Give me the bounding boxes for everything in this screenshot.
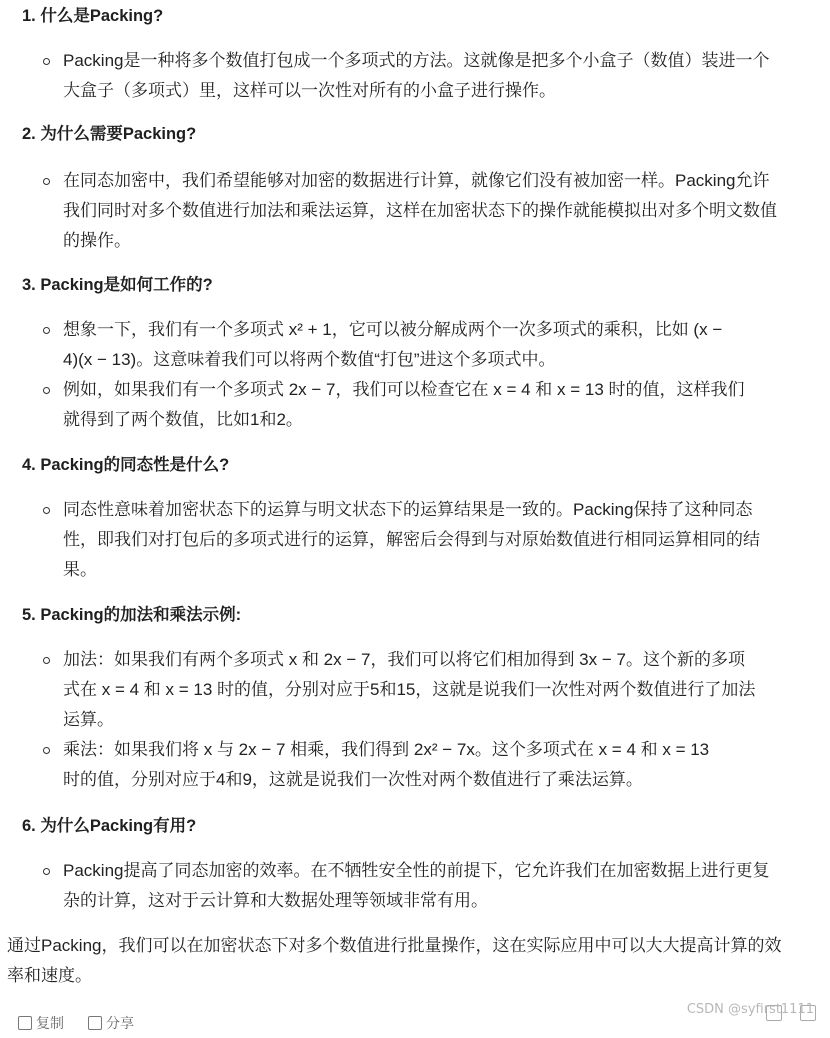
- list-item: 乘法：如果我们将 x 与 2x − 7 相乘，我们得到 2x² − 7x。这个多项式在 x = 4 和 x = 13 时的值，分别对应于4和9，这就是说我们一次性对两个数值进行了乘法运算。: [63, 735, 815, 795]
- summary-paragraph: 通过Packing，我们可以在加密状态下对多个数值进行批量操作，这在实际应用中可以大大提高计算的效 率和速度。: [7, 936, 782, 985]
- bullet-marker: [43, 327, 50, 334]
- bullet-marker: [43, 868, 50, 875]
- bullet-marker: [43, 507, 50, 514]
- list-item: Packing提高了同态加密的效率。在不牺牲安全性的前提下，它允许我们在加密数据上进行更复 杂的计算，这对于云计算和大数据处理等领域非常有用。: [63, 856, 815, 916]
- section-heading: 2. 为什么需要Packing?: [22, 125, 197, 143]
- list-item: 例如，如果我们有一个多项式 2x − 7，我们可以检查它在 x = 4 和 x = 13 时的值，这样我们 就得到了两个数值，比如1和2。: [63, 375, 815, 435]
- bullet-marker: [43, 387, 50, 394]
- list-item: 同态性意味着加密状态下的运算与明文状态下的运算结果是一致的。Packing保持了这种同态 性，即我们对打包后的多项式进行的运算，解密后会得到与对原始数值进行相同运算相同的结 果。: [63, 495, 815, 585]
- bullet-marker: [43, 657, 50, 664]
- bullet-marker: [43, 178, 50, 185]
- section-heading: 6. 为什么Packing有用?: [22, 817, 197, 835]
- section-heading: 5. Packing的加法和乘法示例:: [22, 606, 242, 624]
- list-item: 加法：如果我们有两个多项式 x 和 2x − 7，我们可以将它们相加得到 3x − 7。这个新的多项 式在 x = 4 和 x = 13 时的值，分别对应于5和15，这就是说我们一次性对两个数值进行了加法 运算。: [63, 645, 815, 735]
- bullet-marker: [43, 58, 50, 65]
- share-button[interactable]: 分享: [88, 1008, 134, 1038]
- watermark: CSDN @syfirst1111: [686, 1002, 814, 1017]
- list-item: Packing是一种将多个数值打包成一个多项式的方法。这就像是把多个小盒子（数值）装进一个 大盒子（多项式）里，这样可以一次性对所有的小盒子进行操作。: [63, 46, 815, 106]
- section-heading: 4. Packing的同态性是什么?: [22, 456, 230, 474]
- bullet-marker: [43, 747, 50, 754]
- list-item: 想象一下，我们有一个多项式 x² + 1，它可以被分解成两个一次多项式的乘积，比如 (x − 4)(x − 13)。这意味着我们可以将两个数值“打包”进这个多项式中。: [63, 315, 815, 375]
- share-icon: [88, 1016, 102, 1030]
- list-item: 在同态加密中，我们希望能够对加密的数据进行计算，就像它们没有被加密一样。Packing允许 我们同时对多个数值进行加法和乘法运算，这样在加密状态下的操作就能模拟出对多个明文数值 的操作。: [63, 166, 815, 256]
- section-heading: 1. 什么是Packing?: [22, 7, 164, 25]
- copy-button[interactable]: 复制: [18, 1008, 64, 1038]
- section-heading: 3. Packing是如何工作的?: [22, 276, 213, 294]
- copy-icon: [18, 1016, 32, 1030]
